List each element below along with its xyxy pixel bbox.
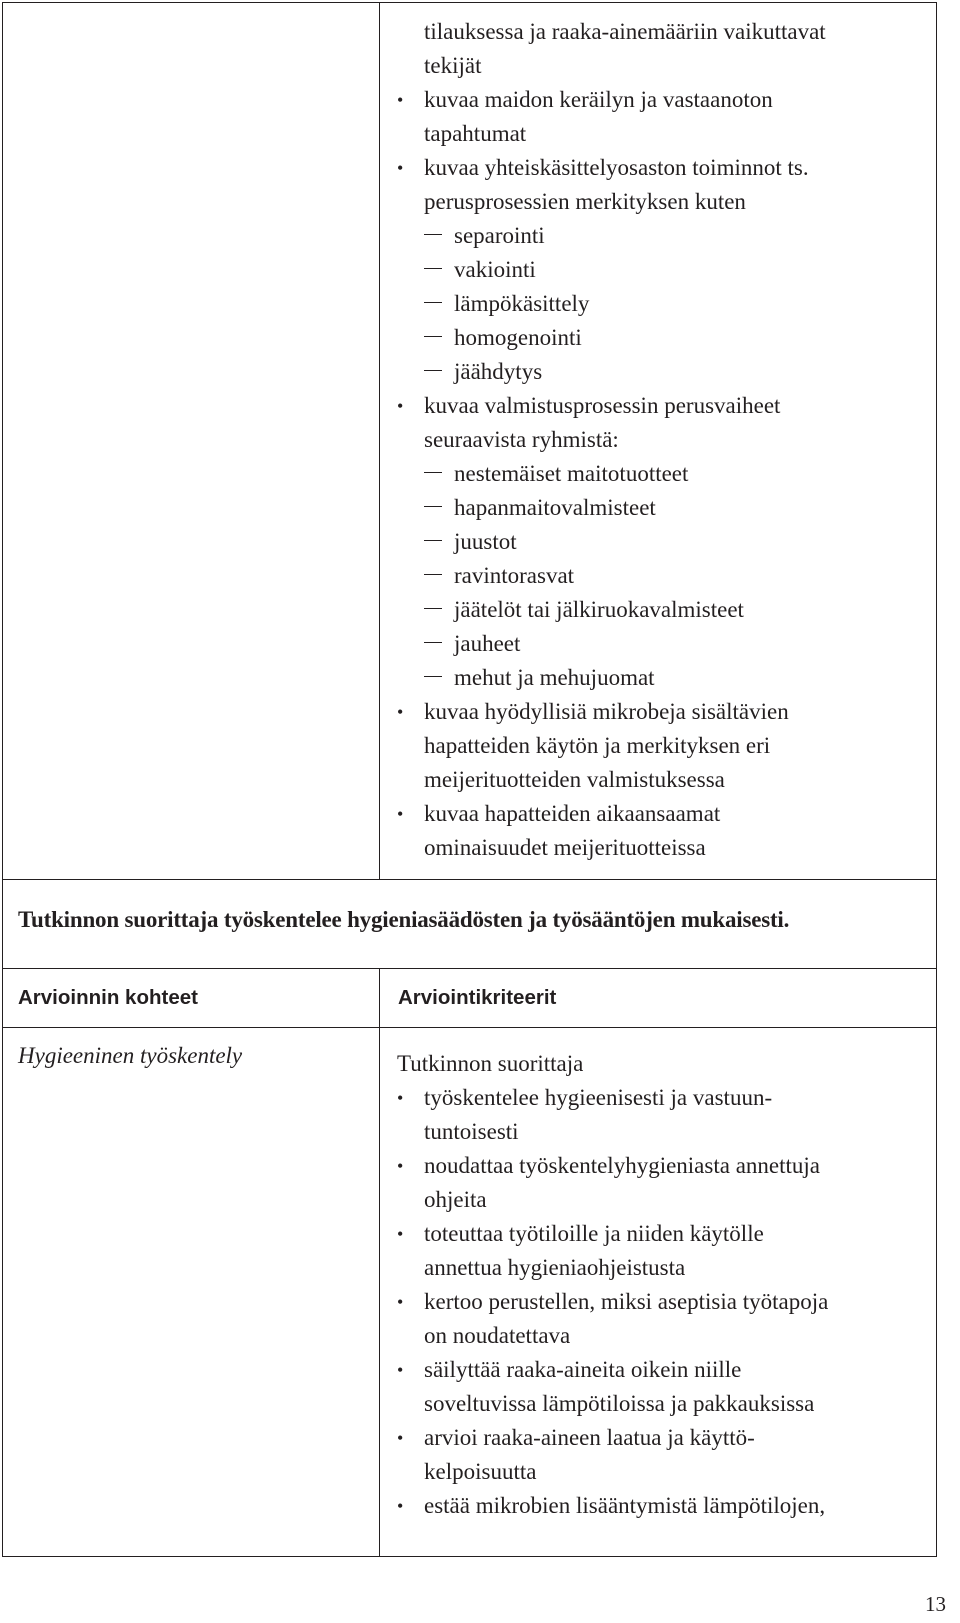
list-text: noudattaa työskentelyhygieniasta annettuja xyxy=(424,1153,820,1178)
list-text: Tutkinnon suorittaja xyxy=(397,1051,584,1076)
bullet-item xyxy=(379,389,934,423)
list-item-continuation xyxy=(379,1387,934,1421)
list-text: soveltuvissa lämpötiloissa ja pakkauksissa xyxy=(424,1391,815,1416)
bullet-item xyxy=(379,695,934,729)
list-text: työskentelee hygieenisesti ja vastuun- xyxy=(424,1085,773,1110)
dash-icon xyxy=(424,506,442,507)
list-text: tekijät xyxy=(424,53,482,78)
dash-icon xyxy=(424,608,442,609)
bullet-item xyxy=(379,1149,934,1183)
dash-subitem xyxy=(379,593,934,627)
list-item-continuation xyxy=(379,763,934,797)
list-text: nestemäiset maitotuotteet xyxy=(454,461,689,486)
list-item-continuation xyxy=(379,49,934,83)
dash-subitem xyxy=(379,457,934,491)
dash-icon xyxy=(424,472,442,473)
dash-subitem xyxy=(379,627,934,661)
bullet-icon: • xyxy=(397,1088,404,1108)
bullet-item xyxy=(379,1489,934,1523)
list-item-continuation xyxy=(379,185,934,219)
bullet-item xyxy=(379,83,934,117)
list-intro xyxy=(379,1047,934,1081)
dash-subitem xyxy=(379,525,934,559)
list-text: kuvaa valmistusprosessin perusvaiheet xyxy=(424,393,781,418)
list-text: on noudatettava xyxy=(424,1323,571,1348)
bullet-icon: • xyxy=(397,1428,404,1448)
list-text: arvioi raaka-aineen laatua ja käyttö- xyxy=(424,1425,755,1450)
list-text: kuvaa yhteiskäsittelyosaston toiminnot ts. xyxy=(424,155,809,180)
list-text: annettua hygieniaohjeistusta xyxy=(424,1255,686,1280)
section-heading: Tutkinnon suorittaja työskentelee hygieniasäädösten ja työsääntöjen mukaisesti. xyxy=(18,907,790,932)
dash-icon xyxy=(424,642,442,643)
list-item-continuation xyxy=(379,1319,934,1353)
dash-subitem xyxy=(379,491,934,525)
list-text: perusprosessien merkityksen kuten xyxy=(424,189,746,214)
list-text: estää mikrobien lisääntymistä lämpötilojen, xyxy=(424,1493,826,1518)
list-item-continuation xyxy=(379,15,934,49)
bullet-icon: • xyxy=(397,1224,404,1244)
column-header-targets: Arvioinnin kohteet xyxy=(18,986,198,1009)
list-text: meijerituotteiden valmistuksessa xyxy=(424,767,725,792)
list-text: toteuttaa työtiloille ja niiden käytölle xyxy=(424,1221,764,1246)
dash-icon xyxy=(424,336,442,337)
bullet-icon: • xyxy=(397,396,404,416)
dash-subitem xyxy=(379,253,934,287)
dash-subitem xyxy=(379,661,934,695)
list-item-continuation xyxy=(379,1115,934,1149)
list-text: kuvaa hapatteiden aikaansaamat xyxy=(424,801,721,826)
list-text: jauheet xyxy=(454,631,521,656)
list-text: säilyttää raaka-aineita oikein niille xyxy=(424,1357,742,1382)
list-item-continuation xyxy=(379,1251,934,1285)
dash-subitem xyxy=(379,559,934,593)
bullet-item xyxy=(379,1081,934,1115)
page-number: 13 xyxy=(925,1592,946,1616)
dash-subitem xyxy=(379,219,934,253)
column-header-bottom-rule xyxy=(2,1027,937,1028)
dash-subitem xyxy=(379,287,934,321)
bullet-icon: • xyxy=(397,1496,404,1516)
bullet-item xyxy=(379,1217,934,1251)
list-text: vakiointi xyxy=(454,257,536,282)
list-text: hapatteiden käytön ja merkityksen eri xyxy=(424,733,771,758)
heading-bottom-rule xyxy=(2,968,937,969)
list-item-continuation xyxy=(379,831,934,865)
list-item-continuation xyxy=(379,117,934,151)
top-criteria-list xyxy=(379,15,934,865)
top-section-bottom-rule xyxy=(2,879,937,880)
dash-icon xyxy=(424,676,442,677)
bullet-icon: • xyxy=(397,90,404,110)
list-item-continuation xyxy=(379,729,934,763)
list-text: hapanmaitovalmisteet xyxy=(454,495,656,520)
dash-icon xyxy=(424,574,442,575)
bullet-icon: • xyxy=(397,1360,404,1380)
bullet-item xyxy=(379,1421,934,1455)
list-text: jäähdytys xyxy=(454,359,543,384)
list-text: lämpökäsittely xyxy=(454,291,590,316)
dash-subitem xyxy=(379,355,934,389)
bullet-item xyxy=(379,151,934,185)
dash-icon xyxy=(424,268,442,269)
list-text: kuvaa maidon keräilyn ja vastaanoton xyxy=(424,87,773,112)
list-text: juustot xyxy=(454,529,517,554)
bullet-icon: • xyxy=(397,804,404,824)
list-text: homogenointi xyxy=(454,325,582,350)
dash-icon xyxy=(424,234,442,235)
bullet-item xyxy=(379,797,934,831)
dash-icon xyxy=(424,540,442,541)
list-item-continuation xyxy=(379,1183,934,1217)
list-text: ominaisuudet meijerituotteissa xyxy=(424,835,706,860)
list-item-continuation xyxy=(379,423,934,457)
list-text: kertoo perustellen, miksi aseptisia työtapoja xyxy=(424,1289,829,1314)
list-text: tapahtumat xyxy=(424,121,527,146)
assessment-target: Hygieeninen työskentely xyxy=(18,1043,243,1068)
list-text: tuntoisesti xyxy=(424,1119,519,1144)
dash-subitem xyxy=(379,321,934,355)
list-text: ravintorasvat xyxy=(454,563,575,588)
list-text: seuraavista ryhmistä: xyxy=(424,427,619,452)
list-text: kuvaa hyödyllisiä mikrobeja sisältävien xyxy=(424,699,789,724)
dash-icon xyxy=(424,370,442,371)
list-text: kelpoisuutta xyxy=(424,1459,537,1484)
list-text: ohjeita xyxy=(424,1187,487,1212)
list-text: separointi xyxy=(454,223,545,248)
bullet-icon: • xyxy=(397,1292,404,1312)
dash-icon xyxy=(424,302,442,303)
bullet-item xyxy=(379,1353,934,1387)
bullet-icon: • xyxy=(397,702,404,722)
list-item-continuation xyxy=(379,1455,934,1489)
list-text: jäätelöt tai jälkiruokavalmisteet xyxy=(454,597,744,622)
list-text: tilauksessa ja raaka-ainemääriin vaikuttavat xyxy=(424,19,826,44)
list-text: mehut ja mehujuomat xyxy=(454,665,655,690)
column-header-criteria: Arviointikriteerit xyxy=(398,986,557,1009)
bullet-icon: • xyxy=(397,158,404,178)
criteria-list xyxy=(379,1047,934,1523)
bullet-item xyxy=(379,1285,934,1319)
bullet-icon: • xyxy=(397,1156,404,1176)
